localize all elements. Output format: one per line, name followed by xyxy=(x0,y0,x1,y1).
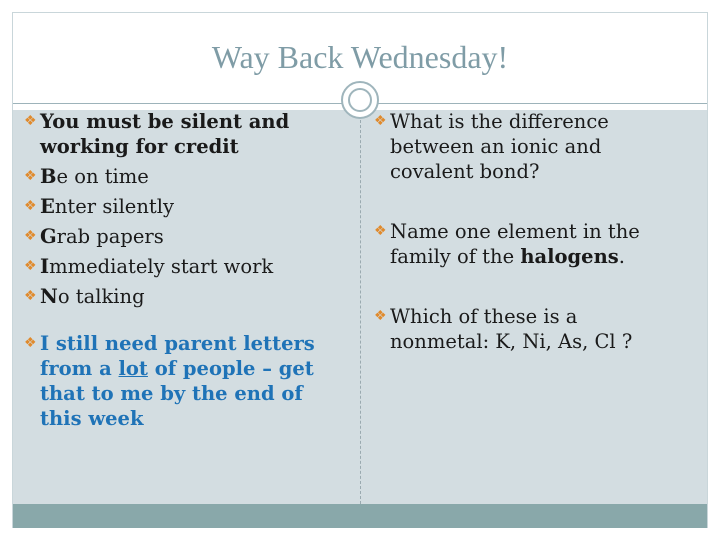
diamond-bullet-icon: ❖ xyxy=(374,113,387,129)
acrostic-letter: G xyxy=(40,225,57,248)
question-text: Name one element in the family of the xyxy=(390,220,640,268)
diamond-bullet-icon: ❖ xyxy=(24,198,37,214)
left-column xyxy=(24,99,319,431)
column-divider xyxy=(360,110,361,504)
diamond-bullet-icon: ❖ xyxy=(24,335,37,351)
note-emphasis: lot xyxy=(118,357,148,380)
footer-band xyxy=(13,504,707,528)
question-text: What is the difference between an ionic and covalent bond? xyxy=(390,110,609,183)
acrostic-letter: N xyxy=(40,285,58,308)
acrostic-letter: B xyxy=(40,165,57,188)
list-item xyxy=(24,109,319,159)
slide-title: Way Back Wednesday! xyxy=(211,39,509,75)
list-item xyxy=(24,284,319,309)
list-item xyxy=(24,254,319,279)
list-item xyxy=(24,331,319,431)
right-column xyxy=(374,99,679,354)
silent-rule-text: You must be silent and working for credit xyxy=(40,110,290,158)
diamond-bullet-icon: ❖ xyxy=(374,308,387,324)
acrostic-letter: E xyxy=(40,195,55,218)
diamond-bullet-icon: ❖ xyxy=(24,258,37,274)
note-text: of people – get that to me by the end of this week xyxy=(40,357,314,430)
list-item xyxy=(24,224,319,249)
list-item xyxy=(374,219,679,269)
right-bullet-list xyxy=(374,109,679,354)
left-bullet-list xyxy=(24,109,319,431)
list-item xyxy=(374,109,679,184)
diamond-bullet-icon: ❖ xyxy=(24,113,37,129)
diamond-bullet-icon: ❖ xyxy=(374,223,387,239)
parent-letters-note xyxy=(40,332,315,430)
diamond-bullet-icon: ❖ xyxy=(24,288,37,304)
acrostic-text: o talking xyxy=(57,285,145,308)
question-text: . xyxy=(618,245,625,268)
list-item xyxy=(24,194,319,219)
note-text: I still need parent letters from a xyxy=(40,332,315,380)
diamond-bullet-icon: ❖ xyxy=(24,228,37,244)
diamond-bullet-icon: ❖ xyxy=(24,168,37,184)
acrostic-letter: I xyxy=(40,255,50,278)
question-emphasis: halogens xyxy=(520,245,619,268)
acrostic-text: rab papers xyxy=(56,225,164,248)
list-item xyxy=(24,164,319,189)
acrostic-text: nter silently xyxy=(54,195,174,218)
question-text: Which of these is a nonmetal: K, Ni, As, Cl ? xyxy=(390,305,633,353)
list-item xyxy=(374,304,679,354)
acrostic-text: mmediately start work xyxy=(49,255,274,278)
acrostic-text: e on time xyxy=(56,165,149,188)
